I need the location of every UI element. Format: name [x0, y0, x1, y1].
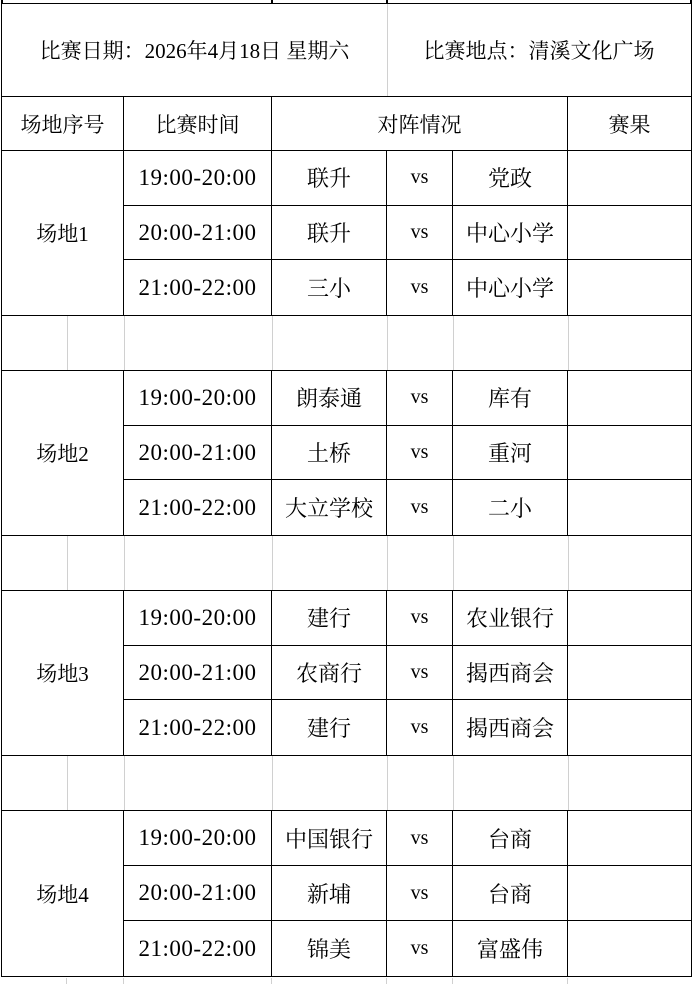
away-team-cell: 中心小学 — [453, 206, 568, 260]
home-team-cell: 建行 — [272, 700, 387, 755]
result-cell — [568, 921, 691, 976]
away-team-cell: 重河 — [453, 426, 568, 480]
away-team-cell: 中心小学 — [453, 260, 568, 315]
match-row — [124, 480, 691, 535]
time-cell: 20:00-21:00 — [124, 646, 272, 700]
home-team-cell: 联升 — [272, 151, 387, 205]
result-cell — [568, 646, 691, 700]
time-cell: 21:00-22:00 — [124, 260, 272, 315]
venue-label-cell: 场地4 — [2, 811, 124, 976]
home-team-cell: 大立学校 — [272, 480, 387, 535]
away-team-cell: 台商 — [453, 811, 568, 865]
vs-label: vs — [387, 151, 453, 205]
venue-rows — [124, 591, 691, 755]
venue-section-3 — [2, 591, 691, 756]
time-cell: 21:00-22:00 — [124, 700, 272, 755]
vs-label: vs — [387, 260, 453, 315]
home-team-cell: 农商行 — [272, 646, 387, 700]
match-row — [124, 426, 691, 481]
match-row — [124, 700, 691, 755]
spacer-row — [2, 756, 691, 811]
venue-label-cell: 场地2 — [2, 371, 124, 535]
result-cell — [568, 426, 691, 480]
venue-label-cell: 场地1 — [2, 151, 124, 315]
match-row — [124, 151, 691, 206]
time-cell: 21:00-22:00 — [124, 921, 272, 976]
away-team-cell: 库有 — [453, 371, 568, 425]
match-row — [124, 260, 691, 315]
match-schedule-table — [1, 3, 692, 977]
match-row — [124, 371, 691, 426]
home-team-cell: 新埔 — [272, 866, 387, 920]
result-cell — [568, 700, 691, 755]
home-team-cell: 锦美 — [272, 921, 387, 976]
time-column-header: 比赛时间 — [124, 97, 272, 150]
match-row — [124, 921, 691, 976]
vs-label: vs — [387, 646, 453, 700]
result-cell — [568, 151, 691, 205]
away-team-cell: 揭西商会 — [453, 646, 568, 700]
vs-label: vs — [387, 700, 453, 755]
spacer-row — [2, 536, 691, 591]
time-cell: 19:00-20:00 — [124, 371, 272, 425]
bottom-grid-ticks — [1, 978, 692, 984]
venue-rows — [124, 151, 691, 315]
venue-section-2 — [2, 371, 691, 536]
result-column-header: 赛果 — [608, 112, 651, 137]
vs-label: vs — [387, 480, 453, 535]
match-row — [124, 646, 691, 701]
venue-column-header: 场地序号 — [2, 97, 124, 150]
vs-label: vs — [387, 866, 453, 920]
column-header-row — [2, 97, 691, 151]
result-cell — [568, 811, 691, 865]
time-cell: 19:00-20:00 — [124, 151, 272, 205]
away-team-cell: 台商 — [453, 866, 568, 920]
result-cell — [568, 260, 691, 315]
time-cell: 21:00-22:00 — [124, 480, 272, 535]
time-cell: 20:00-21:00 — [124, 426, 272, 480]
match-row — [124, 866, 691, 921]
vs-label: vs — [387, 921, 453, 976]
home-team-cell: 中国银行 — [272, 811, 387, 865]
result-cell — [568, 591, 691, 645]
away-team-cell: 揭西商会 — [453, 700, 568, 755]
away-team-cell: 党政 — [453, 151, 568, 205]
match-row — [124, 591, 691, 646]
vs-label: vs — [387, 426, 453, 480]
result-cell — [568, 866, 691, 920]
time-cell: 20:00-21:00 — [124, 206, 272, 260]
away-team-cell: 二小 — [453, 480, 568, 535]
time-cell: 19:00-20:00 — [124, 811, 272, 865]
match-row — [124, 811, 691, 866]
matchup-column-header: 对阵情况 — [272, 97, 568, 150]
venue-rows — [124, 811, 691, 976]
away-team-cell: 富盛伟 — [453, 921, 568, 976]
result-cell — [568, 480, 691, 535]
home-team-cell: 三小 — [272, 260, 387, 315]
home-team-cell: 联升 — [272, 206, 387, 260]
venue-rows — [124, 371, 691, 535]
title-row — [2, 4, 691, 97]
vs-label: vs — [387, 371, 453, 425]
home-team-cell: 建行 — [272, 591, 387, 645]
spacer-row — [2, 316, 691, 371]
vs-label: vs — [387, 591, 453, 645]
result-cell — [568, 371, 691, 425]
venue-section-4 — [2, 811, 691, 976]
away-team-cell: 农业银行 — [453, 591, 568, 645]
match-location-cell: 比赛地点：清溪文化广场 — [423, 39, 655, 63]
time-cell: 20:00-21:00 — [124, 866, 272, 920]
home-team-cell: 朗泰通 — [272, 371, 387, 425]
vs-label: vs — [387, 206, 453, 260]
venue-section-1 — [2, 151, 691, 316]
result-cell — [568, 206, 691, 260]
time-cell: 19:00-20:00 — [124, 591, 272, 645]
vs-label: vs — [387, 811, 453, 865]
match-date-cell: 比赛日期：2026年4月18日 星期六 — [39, 39, 350, 63]
venue-label-cell: 场地3 — [2, 591, 124, 755]
home-team-cell: 土桥 — [272, 426, 387, 480]
title-gridline — [387, 4, 388, 96]
match-row — [124, 206, 691, 261]
